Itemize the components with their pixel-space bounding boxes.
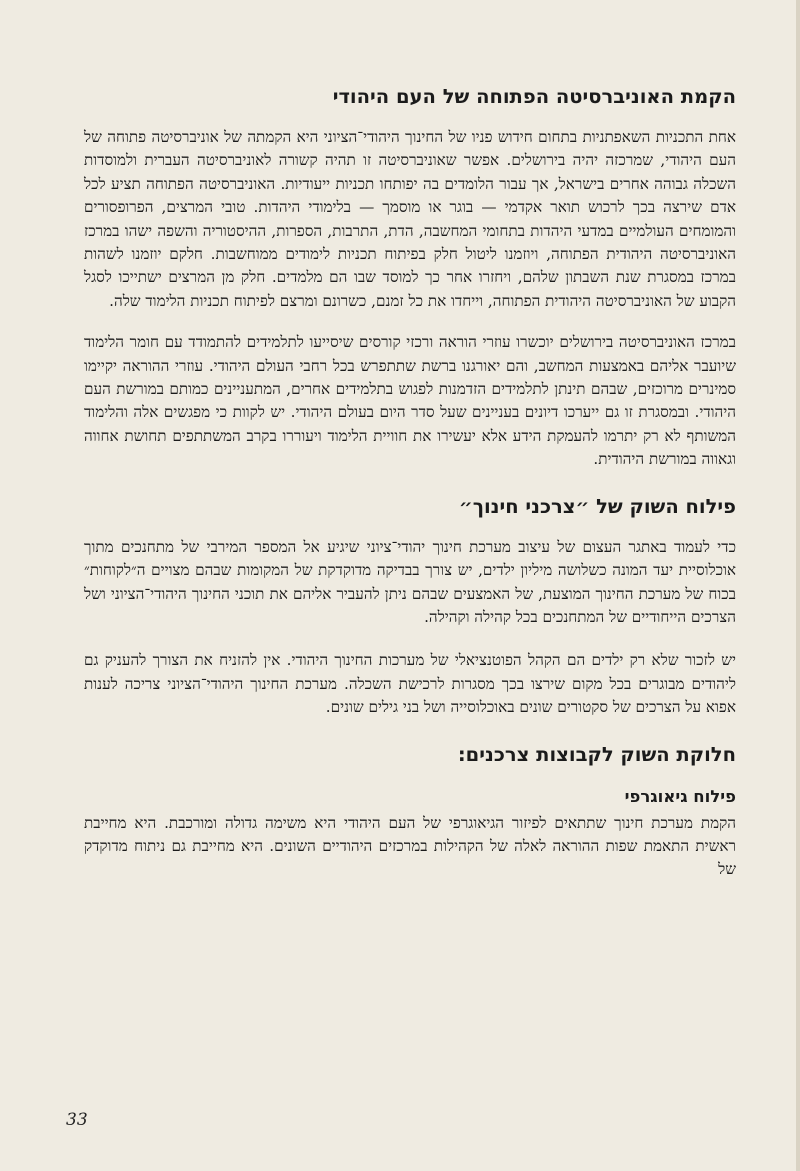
page-number: 33 xyxy=(66,1110,88,1130)
page-content xyxy=(84,82,736,902)
paragraph-open-university-2: במרכז האוניברסיטה בירושלים יוכשרו עוזרי הוראה ורכזי קורסים שיסייעו לתלמידים להתמודד עם חומר הלימוד שיועבר אליהם באמצעות המחשב, והם יאורגנו ברשת שתתפרש בכל רחבי העולם היהודי. עוזרי ההוראה יקיימו סמינרים מרוכזים, שבהם תינתן לתלמידים הזדמנות לפגוש בתלמידים אחרים, המתעניינים כמותם במורשת העם היהודי. ובמסגרת זו גם ייערכו דיונים בעניינים שעל סדר היום בעולם היהודי. יש לקוות כי מפגשים אלה והלימוד המשותף לא רק יתרמו להעמקת הידע אלא יעשירו את חוויית הלימוד ויעוררו בקרב המשתתפים תחושת אחווה וגאווה במורשת היהודית. xyxy=(84,333,736,469)
heading-market-mapping: פילוח השוק של ״צרכני חינוך״ xyxy=(458,494,736,518)
paragraph-market-mapping-2: יש לזכור שלא רק ילדים הם הקהל הפוטנציאלי של מערכות החינוך היהודי. אין להזניח את הצורך להעניק גם ליהודים מבוגרים בכל מקום שירצו בכך מסגרות לרכישת השכלה. מערכת החינוך היהודי־הציוני צריכה לענות אפוא על הצרכים של סקטורים שונים באוכלוסייה ושל בני גילים שונים. xyxy=(84,651,736,717)
page-edge xyxy=(796,0,800,1171)
subheading-geographic: פילוח גיאוגרפי xyxy=(624,786,736,806)
heading-open-university: הקמת האוניברסיטה הפתוחה של העם היהודי xyxy=(332,85,736,108)
paragraph-market-mapping-1: כדי לעמוד באתגר העצום של עיצוב מערכת חינוך יהודי־ציוני שיגיע אל המספר המירבי של מתחנכים מתוך אוכלוסיית יעד המונה כשלושה מיליון ילדים, יש צורך בבדיקה מדוקדקת של המקומות שבהם מצויים ה״לקוחות״ בכוח של מערכת החינוך המוצעת, של האמצעים שבהם ניתן להעביר אליהם את תוכני החינוך היהודי־הציוני ושל הצרכים הייחודיים של המתחנכים בכל קהילה וקהילה. xyxy=(84,537,736,626)
heading-segmentation: חלוקת השוק לקבוצות צרכנים: xyxy=(457,742,736,766)
paragraph-open-university-1: אחת התכניות השאפתניות בתחום חידוש פניו של החינוך היהודי־הציוני היא הקמתה של אוניברסיטה פתוחה של העם היהודי, שמרכזה יהיה בירושלים. אפשר שאוניברסיטה זו תהיה קשורה לאוניברסיטה העברית ולמוסדות השכלה גבוהה אחרים בישראל, אך עבור הלומדים בה יפותחו תכניות ייעודיות. האוניברסיטה הפתוחה תציע לכל אדם שירצה בכך לרכוש תואר אקדמי — בוגר או מוסמך — בלימודי היהדות. טובי המרצים, הפרופסורים והמומחים העולמיים במדעי היהדות בתחומי המחשבה, הדת, התרבות, הספרות, ההיסטוריה והשפה ישהו במרכז האוניברסיטה היהודית הפתוחה, ויוזמנו ליטול חלק בפיתוח תכניות לימודים ממוחשבות. חלקם יוזמנו לשהות במרכז במסגרת שנת השבתון שלהם, ויחזרו אחר כך למוסד שבו הם מלמדים. חלק מן המרצים ישתייכו לסגל הקבוע של האוניברסיטה היהודית הפתוחה, וייחדו את כל זמנם, כשרונם ומרצם לפיתוח תכניות הלימוד שלה. xyxy=(84,128,736,310)
paragraph-geographic-1: הקמת מערכת חינוך שתתאים לפיזור הגיאוגרפי של העם היהודי היא משימה גדולה ומורכבת. היא מחייבת ראשית התאמת שפות ההוראה לאלה של הקהילות במרכזים היהודיים השונים. היא מחייבת גם ניתוח מדוקדק של xyxy=(84,813,736,879)
